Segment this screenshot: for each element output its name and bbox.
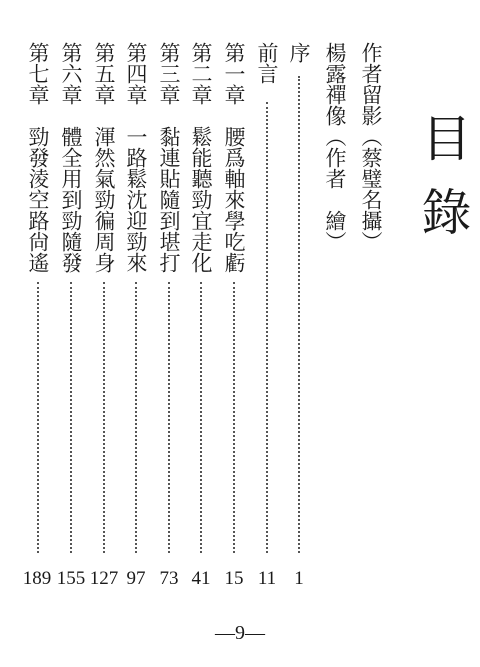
dot-leader: [103, 282, 105, 553]
toc-entry: [221, 42, 247, 557]
toc-page-number: 73: [159, 568, 179, 589]
dot-leader: [135, 282, 137, 553]
toc-entry: [156, 42, 182, 557]
toc-entry-text: 第六章 體全用到勁隨發: [59, 42, 83, 273]
toc-entry-text: 第一章 腰爲軸來學吃虧: [222, 42, 246, 273]
toc-page-number: 155: [56, 568, 86, 589]
toc-entry: [25, 42, 51, 557]
toc-page-number: 97: [126, 568, 146, 589]
toc-entry: [358, 42, 384, 557]
dot-leader: [266, 102, 268, 553]
dot-leader: [37, 282, 39, 553]
toc-entry: [188, 42, 214, 557]
dot-leader: [200, 282, 202, 553]
page-title: 目錄: [413, 112, 472, 260]
page-number-footer: —9—: [215, 622, 265, 644]
dot-leader: [233, 282, 235, 553]
toc-page-number: 127: [89, 568, 119, 589]
toc-entry: [123, 42, 149, 557]
toc-entry-text: 楊露禪像（作者 繪）: [323, 42, 347, 252]
toc-entry-text: 前言: [255, 42, 279, 84]
toc-entry-text: 第七章 勁發淩空路尙遙: [26, 42, 50, 273]
dot-leader: [168, 282, 170, 553]
dot-leader: [70, 282, 72, 553]
toc-entry: [58, 42, 84, 557]
toc-entry-text: 第三章 黏連貼隨到堪打: [157, 42, 181, 273]
toc-entry: [322, 42, 348, 557]
toc-entry-text: 作者留影（蔡璧名攝）: [359, 42, 383, 252]
toc-entry: [286, 42, 312, 557]
toc-entry: [254, 42, 280, 557]
toc-entry-text: 第四章 一路鬆沈迎勁來: [124, 42, 148, 273]
dot-leader: [298, 76, 300, 553]
toc-entry-text: 序: [287, 42, 311, 63]
toc-page-number: 15: [224, 568, 244, 589]
toc-entry-text: 第二章 鬆能聽勁宜走化: [189, 42, 213, 273]
toc-page-number: 1: [294, 568, 304, 589]
toc-page-number: 11: [257, 568, 277, 589]
toc-entry-text: 第五章 渾然氣勁徧周身: [92, 42, 116, 273]
toc-page-number: 189: [22, 568, 52, 589]
toc-page-number: 41: [191, 568, 211, 589]
toc-entry: [91, 42, 117, 557]
